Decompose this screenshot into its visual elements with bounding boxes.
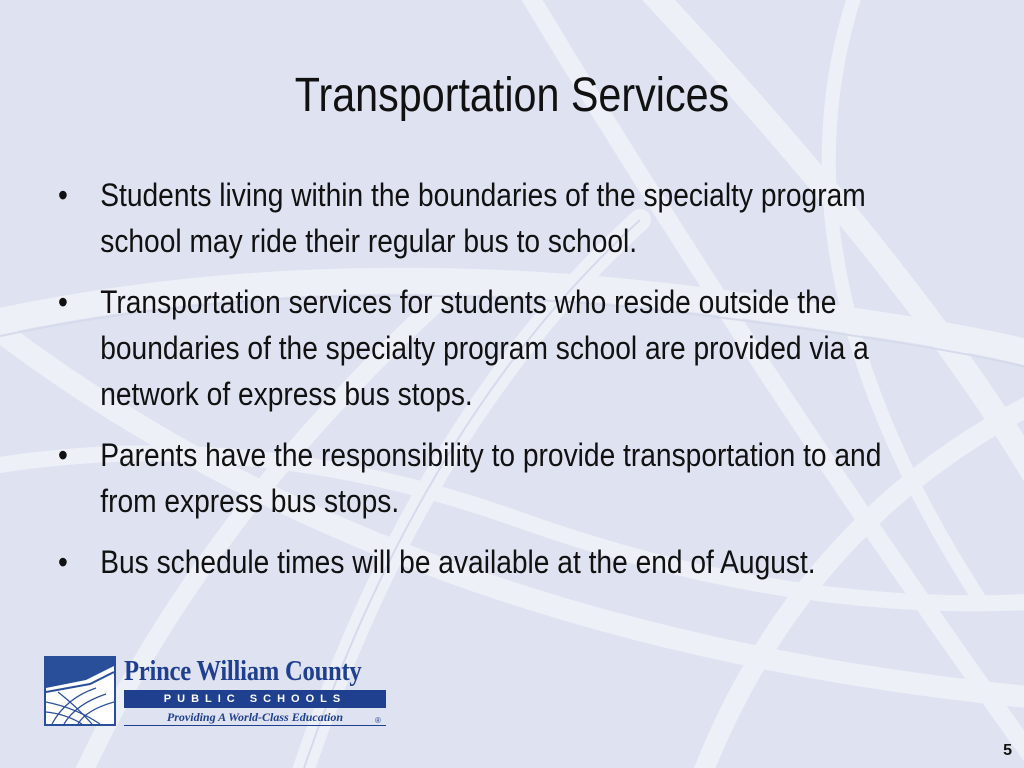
bullet-text: Parents have the responsibility to provide transportation to and from express bus stops.: [100, 437, 882, 519]
globe-emblem-icon: [44, 656, 116, 726]
bullet-text: Bus schedule times will be available at the end of August.: [100, 544, 816, 580]
page-number: 5: [1003, 742, 1012, 759]
pwcs-logo: [44, 654, 389, 730]
bullet-item: [58, 539, 938, 585]
bullet-list: [58, 172, 938, 600]
logo-tagline: Providing A World-Class Education: [166, 710, 344, 724]
logo-public-schools-band: PUBLIC SCHOOLS: [124, 690, 386, 708]
bullet-point-icon: •: [58, 544, 68, 580]
bullet-item: [58, 432, 938, 524]
bullet-point-icon: •: [58, 437, 68, 473]
slide-title: Transportation Services: [294, 69, 730, 122]
bullet-text: Students living within the boundaries of the specialty program school may ride their regular bus to school.: [100, 177, 866, 259]
bullet-item: [58, 172, 938, 264]
bullet-point-icon: •: [58, 177, 68, 213]
logo-district-name: Prince William County: [124, 655, 362, 687]
bullet-point-icon: •: [58, 284, 68, 320]
logo-divider: [124, 725, 386, 726]
bullet-text: Transportation services for students who reside outside the boundaries of the specialty program school are provided via a network of express bus stops.: [100, 284, 869, 412]
registered-mark: ®: [375, 716, 381, 725]
bullet-item: [58, 279, 938, 417]
